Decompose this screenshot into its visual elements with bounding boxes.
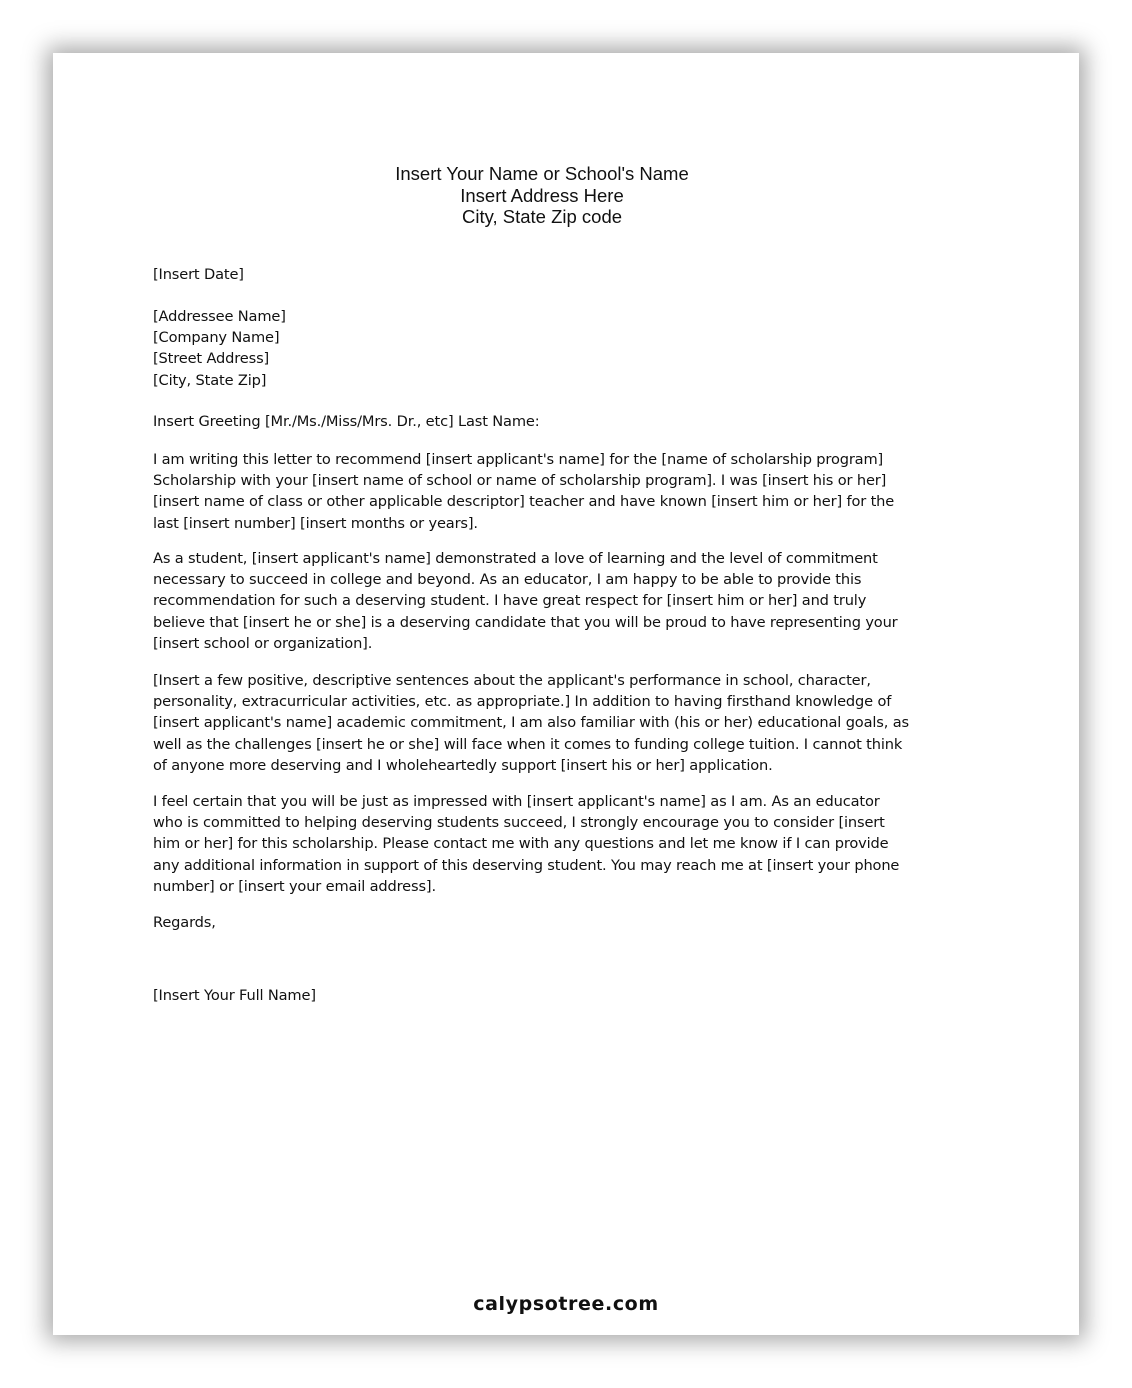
letterhead bbox=[53, 163, 1031, 228]
letter-page bbox=[53, 53, 1079, 1335]
greeting: Insert Greeting [Mr./Ms./Miss/Mrs. Dr., etc] Last Name: bbox=[153, 413, 540, 430]
letterhead-address: Insert Address Here bbox=[460, 184, 624, 206]
paragraph-line: I feel certain that you will be just as impressed with [insert applicant's name] as I am. As an educator bbox=[153, 793, 880, 810]
paragraph-line: well as the challenges [insert he or she] will face when it comes to funding college tuition. I cannot think bbox=[153, 735, 903, 753]
paragraph-line: necessary to succeed in college and beyond. As an educator, I am happy to be able to provide this bbox=[153, 571, 862, 589]
paragraph-line: of anyone more deserving and I wholeheartedly support [insert his or her] application. bbox=[153, 756, 773, 774]
paragraph-line: I am writing this letter to recommend [insert applicant's name] for the [name of scholarship program] bbox=[153, 451, 884, 468]
site-watermark: calypsotree.com bbox=[473, 1293, 659, 1315]
letterhead-name: Insert Your Name or School's Name bbox=[395, 163, 689, 184]
paragraph-line: personality, extracurricular activities, etc. as appropriate.] In addition to having firsthand knowledge of bbox=[153, 693, 892, 711]
closing: Regards, bbox=[153, 914, 216, 931]
paragraph-line: any additional information in support of this deserving student. You may reach me at [insert your phone bbox=[153, 856, 900, 874]
paragraph-3 bbox=[153, 670, 943, 776]
paragraph-line: As a student, [insert applicant's name] demonstrated a love of learning and the level of commitment bbox=[153, 550, 878, 567]
paragraph-line: Scholarship with your [insert name of school or name of scholarship program]. I was [insert his or her] bbox=[153, 472, 887, 490]
paragraph-line: who is committed to helping deserving students succeed, I strongly encourage you to consider [insert bbox=[153, 814, 885, 832]
signature-name: [Insert Your Full Name] bbox=[153, 987, 316, 1004]
paragraph-line: [insert applicant's name] academic commitment, I am also familiar with (his or her) educational goals, as bbox=[153, 714, 909, 732]
paragraph-4 bbox=[153, 791, 943, 897]
addressee-city: [City, State Zip] bbox=[153, 371, 267, 389]
paragraph-2 bbox=[153, 548, 943, 654]
addressee-street: [Street Address] bbox=[153, 350, 270, 368]
paragraph-line: number] or [insert your email address]. bbox=[153, 877, 436, 895]
paragraph-line: recommendation for such a deserving student. I have great respect for [insert him or her] and truly bbox=[153, 592, 867, 610]
paragraph-line: [insert name of class or other applicable descriptor] teacher and have known [insert him or her] for the bbox=[153, 493, 895, 511]
paragraph-line: [Insert a few positive, descriptive sentences about the applicant's performance in school, character, bbox=[153, 672, 871, 689]
paragraph-line: believe that [insert he or she] is a deserving candidate that you will be proud to have representing your bbox=[153, 613, 898, 631]
letterhead-city: City, State Zip code bbox=[461, 206, 623, 227]
paragraph-line: last [insert number] [insert months or years]. bbox=[153, 514, 478, 532]
paragraph-line: him or her] for this scholarship. Please contact me with any questions and let me know if I can provide bbox=[153, 835, 889, 853]
closing-block bbox=[153, 912, 943, 933]
paragraph-line: [insert school or organization]. bbox=[153, 634, 373, 652]
letter-date-block bbox=[153, 264, 943, 285]
addressee-block bbox=[153, 306, 943, 391]
addressee-company: [Company Name] bbox=[153, 329, 280, 347]
paragraph-1 bbox=[153, 449, 943, 534]
greeting-block bbox=[153, 411, 943, 432]
letter-date: [Insert Date] bbox=[153, 266, 244, 283]
signature-block bbox=[153, 985, 943, 1006]
addressee-name: [Addressee Name] bbox=[153, 308, 286, 325]
